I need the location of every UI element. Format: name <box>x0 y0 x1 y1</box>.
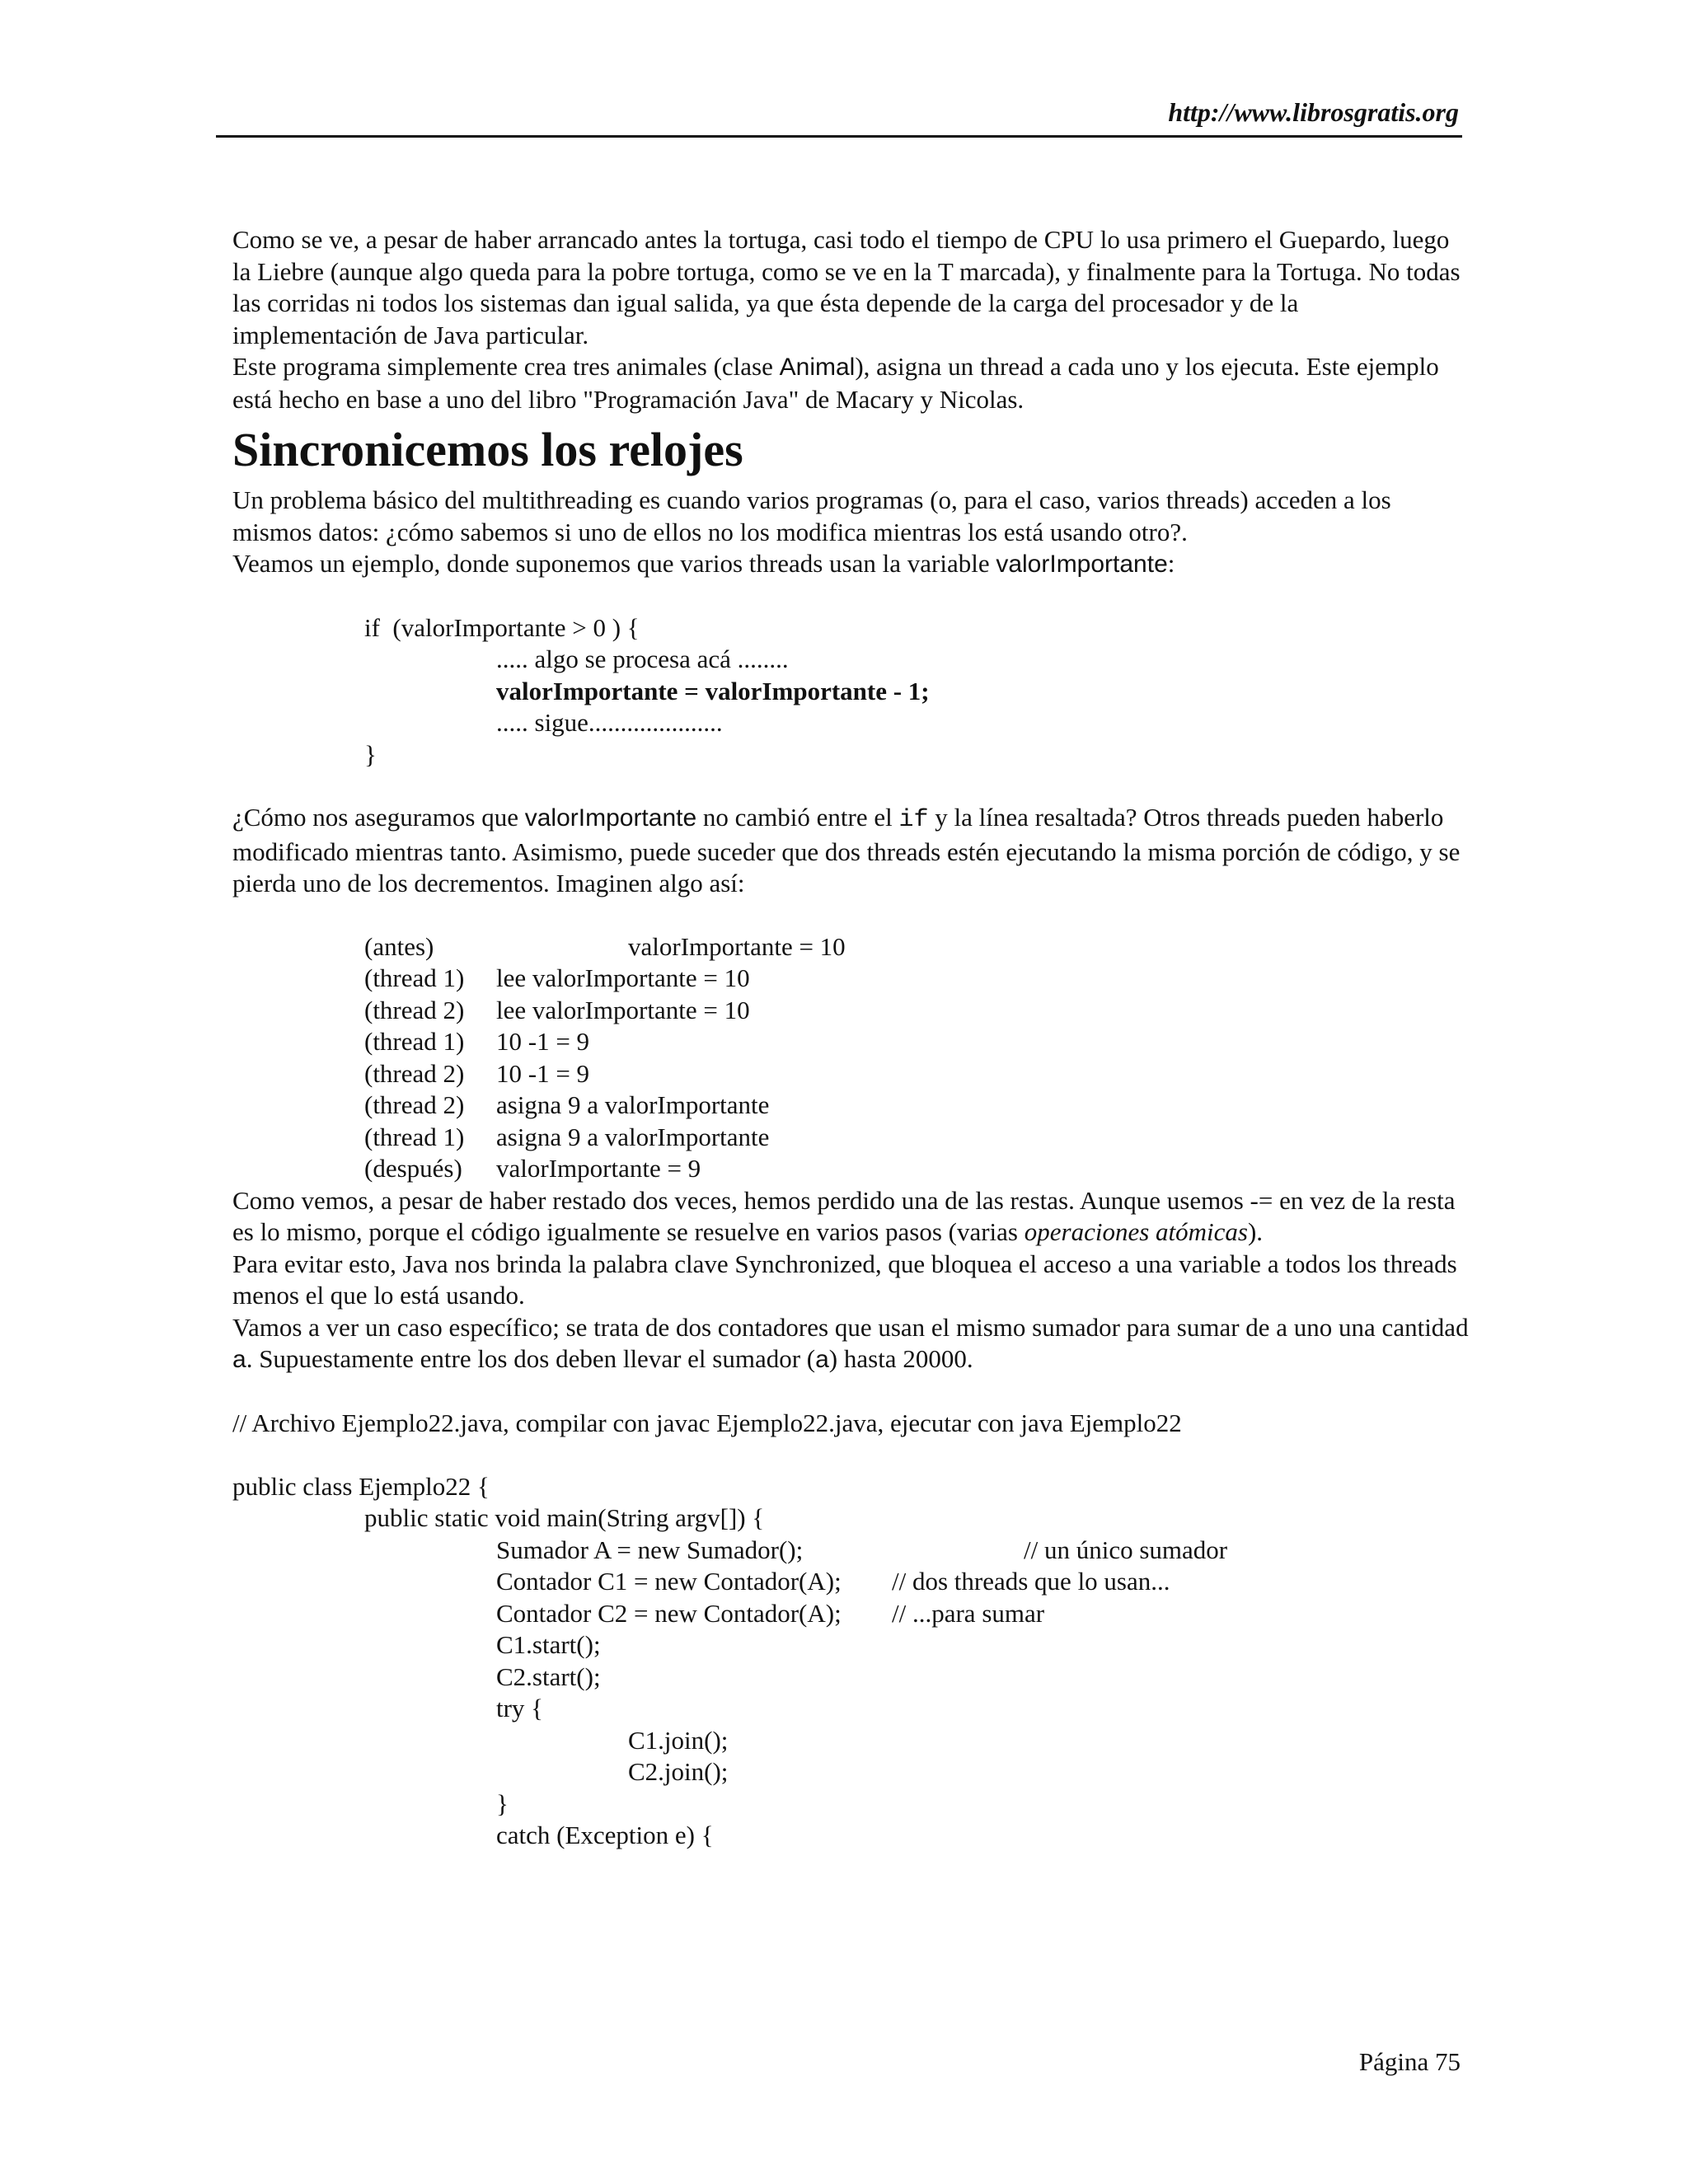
code-line <box>232 1598 1469 1630</box>
code-line: if (valorImportante > 0 ) { <box>364 612 640 642</box>
spacer <box>232 1376 1469 1408</box>
trace-row <box>232 1058 1469 1090</box>
code-inline-comment: // dos threads que lo usan... <box>892 1567 1170 1596</box>
text-fragment: : <box>1167 549 1175 578</box>
page-header <box>216 92 1462 138</box>
spacer <box>232 581 1469 612</box>
trace-label: (después) <box>364 1154 462 1183</box>
intro-paragraph-1: Como se ve, a pesar de haber arrancado antes la tortuga, casi todo el tiempo de CPU lo usa primero el Guepardo, luego la Liebre (aunque algo queda para la pobre tortuga, como se ve en la T marcada), y finalmente para la Tortuga. No todas las corridas ni todos los sistemas dan igual salida, ya que ésta depende de la carga del procesador y de la implementación de Java particular. <box>232 225 1461 349</box>
code-line: try { <box>496 1694 544 1722</box>
code-line: C2.start(); <box>496 1661 601 1691</box>
code-line: } <box>496 1788 509 1818</box>
trace-text: 10 -1 = 9 <box>496 1058 590 1088</box>
page-number: Página 75 <box>1358 2047 1461 2076</box>
italic-term: operaciones atómicas <box>1024 1217 1248 1246</box>
text-fragment: no cambió entre el <box>696 803 899 832</box>
code-line: catch (Exception e) { <box>496 1821 714 1849</box>
text-fragment: Vamos a ver un caso específico; se trata de dos contadores que usan el mismo sumador para sumar de a uno una cantidad <box>232 1312 1469 1342</box>
code-statement: Sumador A = new Sumador(); <box>496 1535 804 1564</box>
code-line: } <box>364 739 377 769</box>
trace-label: (thread 1) <box>364 963 465 992</box>
explain-paragraph-3 <box>232 1312 1469 1376</box>
text-fragment: ), asigna un thread a cada uno y los ejecuta. Este ejemplo está hecho en base a uno del libro "Programación Java" de Macary y Nicolas. <box>232 352 1439 414</box>
code-inline-comment: // ...para sumar <box>892 1598 1045 1628</box>
explain-paragraph-1 <box>232 1185 1469 1249</box>
text-fragment: Veamos un ejemplo, donde suponemos que varios threads usan la variable <box>232 549 996 578</box>
trace-label: (thread 2) <box>364 995 465 1024</box>
trace-text: lee valorImportante = 10 <box>496 995 750 1024</box>
question-paragraph <box>232 802 1469 900</box>
trace-row <box>232 1026 1469 1058</box>
section-paragraph-2 <box>232 548 1469 581</box>
inline-code-animal: Animal <box>779 354 856 381</box>
explain-paragraph-2: Para evitar esto, Java nos brinda la palabra clave Synchronized, que bloquea el acceso a una variable a todos los threads menos el que lo está usando. <box>232 1249 1457 1310</box>
code-block-if <box>232 612 1469 771</box>
header-url[interactable]: http://www.librosgratis.org <box>1168 97 1459 127</box>
trace-row <box>232 1090 1469 1122</box>
trace-label: (thread 1) <box>364 1027 465 1056</box>
inline-code-valorimportante: valorImportante <box>524 804 697 832</box>
trace-text: valorImportante = 10 <box>628 931 846 961</box>
text-fragment: Este programa simplemente crea tres animales (clase <box>232 352 780 381</box>
code-line: C2.join(); <box>628 1757 729 1786</box>
text-fragment: Como vemos, a pesar de haber restado dos veces, hemos perdido una de las restas. Aunque usemos -= en vez de la resta es lo mismo, porque el código igualmente se resuelve en varios pasos (varias <box>232 1185 1456 1246</box>
inline-code-valorimportante: valorImportante <box>996 551 1168 578</box>
text-fragment: ). <box>1247 1217 1264 1246</box>
section-paragraph-1: Un problema básico del multithreading es cuando varios programas (o, para el caso, varios threads) acceden a los mismos datos: ¿cómo sabemos si uno de ellos no los modifica mientras los está usando otro?. <box>232 485 1391 546</box>
trace-label: (thread 2) <box>364 1090 465 1119</box>
code-line: C1.join(); <box>628 1725 729 1755</box>
spacer <box>232 900 1469 931</box>
section-title: Sincronicemos los relojes <box>232 423 743 476</box>
trace-row <box>232 963 1469 995</box>
inline-code-a: a <box>232 1346 246 1373</box>
code-block-ejemplo22 <box>232 1408 1469 1852</box>
code-comment: // Archivo Ejemplo22.java, compilar con javac Ejemplo22.java, ejecutar con java Ejemplo22 <box>232 1408 1182 1437</box>
trace-text: valorImportante = 9 <box>496 1154 701 1183</box>
trace-text: 10 -1 = 9 <box>496 1027 590 1056</box>
code-statement: Contador C2 = new Contador(A); <box>496 1598 842 1628</box>
trace-row <box>232 1153 1469 1185</box>
code-line-highlighted: valorImportante = valorImportante - 1; <box>496 676 930 705</box>
trace-label: (thread 1) <box>364 1122 465 1151</box>
trace-label: (thread 2) <box>364 1058 465 1088</box>
trace-row <box>232 931 1469 963</box>
trace-text: asigna 9 a valorImportante <box>496 1090 770 1119</box>
inline-code-a: a <box>815 1346 829 1373</box>
trace-row <box>232 1122 1469 1154</box>
code-line <box>232 1566 1469 1598</box>
code-line: ..... sigue..................... <box>496 708 723 737</box>
intro-paragraph-2 <box>232 351 1469 415</box>
text-fragment: . Supuestamente entre los dos deben llevar el sumador ( <box>246 1344 816 1373</box>
code-line: ..... algo se procesa acá ........ <box>496 644 789 673</box>
code-line: C1.start(); <box>496 1630 601 1659</box>
text-fragment: ¿Cómo nos aseguramos que <box>232 803 525 832</box>
execution-trace <box>232 931 1469 1185</box>
code-inline-comment: // un único sumador <box>1024 1535 1228 1564</box>
inline-code-if: if <box>898 806 929 834</box>
trace-row <box>232 995 1469 1027</box>
trace-text: lee valorImportante = 10 <box>496 963 750 992</box>
code-line: public static void main(String argv[]) { <box>364 1503 765 1532</box>
spacer-line <box>232 1439 1469 1471</box>
code-line <box>232 1535 1469 1567</box>
trace-label: (antes) <box>364 931 434 961</box>
spacer <box>232 771 1469 802</box>
trace-text: asigna 9 a valorImportante <box>496 1122 770 1151</box>
code-statement: Contador C1 = new Contador(A); <box>496 1567 842 1596</box>
page-content <box>232 224 1469 1852</box>
text-fragment: ) hasta 20000. <box>828 1344 973 1373</box>
text-fragment: y la línea resaltada? Otros threads pueden haberlo modificado mientras tanto. Asimismo, puede suceder que dos threads estén ejecutando la misma porción de código, y se pierda uno de los decrementos. Imaginen algo así: <box>232 803 1461 898</box>
code-line: public class Ejemplo22 { <box>232 1471 490 1501</box>
